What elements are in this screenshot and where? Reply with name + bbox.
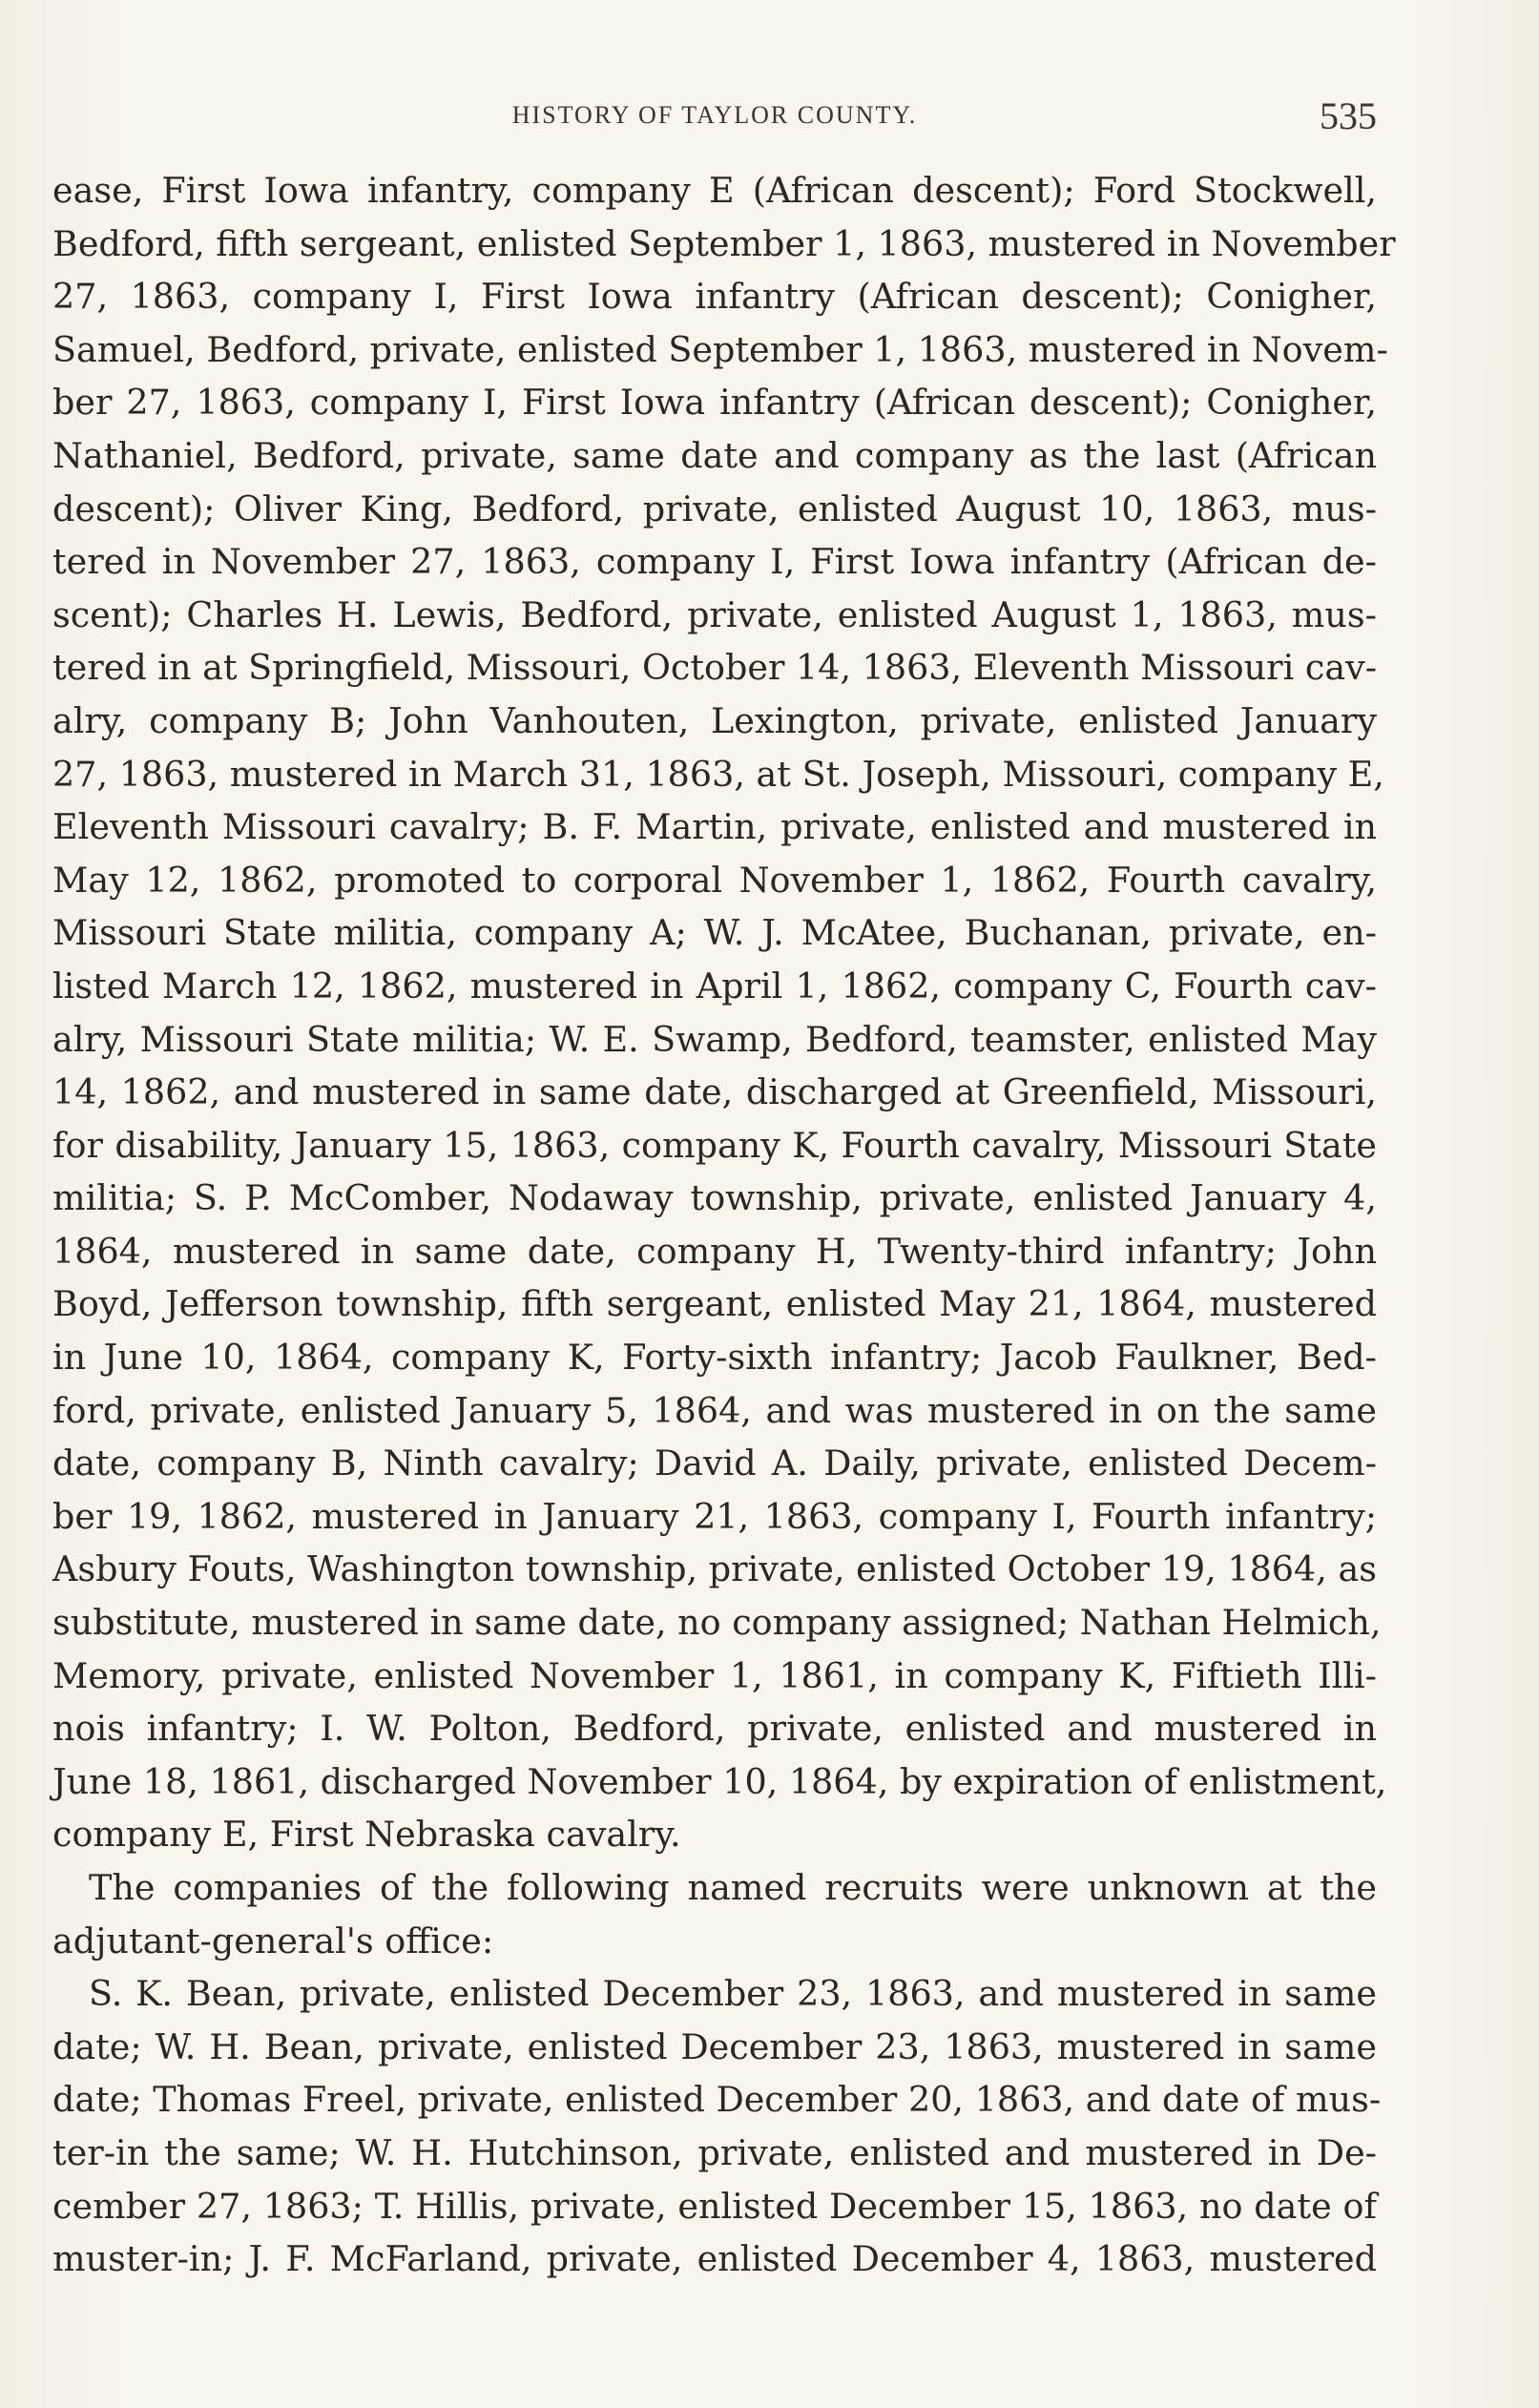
running-head-title: HISTORY OF TAYLOR COUNTY.: [511, 101, 918, 129]
text-line: listed March 12, 1862, mustered in April 1, 1862, company C, Fourth cav-: [52, 965, 1377, 1007]
text-line: 1864, mustered in same date, company H, Twenty-third infantry; John: [52, 1230, 1377, 1272]
text-line: ford, private, enlisted January 5, 1864, and was mustered in on the same: [52, 1389, 1377, 1431]
text-line: ber 19, 1862, mustered in January 21, 1863, company I, Fourth infantry;: [52, 1495, 1377, 1537]
text-line: S. K. Bean, private, enlisted December 23, 1863, and mustered in same: [89, 1973, 1377, 2015]
text-line: ter-in the same; W. H. Hutchinson, private, enlisted and mustered in De-: [52, 2131, 1377, 2173]
text-line: ease, First Iowa infantry, company E (African descent); Ford Stockwell,: [52, 170, 1377, 211]
text-line: May 12, 1862, promoted to corporal November 1, 1862, Fourth cavalry,: [52, 859, 1377, 901]
running-head: [52, 93, 1377, 139]
text-line: cember 27, 1863; T. Hillis, private, enlisted December 15, 1863, no date of: [52, 2185, 1377, 2227]
text-line: tered in November 27, 1863, company I, First Iowa infantry (African de-: [52, 541, 1377, 583]
text-line: Asbury Fouts, Washington township, private, enlisted October 19, 1864, as: [52, 1548, 1377, 1590]
text-line: Bedford, fifth sergeant, enlisted September 1, 1863, mustered in November: [52, 222, 1396, 264]
text-line: The companies of the following named recruits were unknown at the: [89, 1867, 1377, 1908]
text-line: militia; S. P. McComber, Nodaway township, private, enlisted January 4,: [52, 1177, 1377, 1219]
text-line: date, company B, Ninth cavalry; David A. Daily, private, enlisted Decem-: [52, 1443, 1377, 1484]
text-line: tered in at Springfield, Missouri, October 14, 1863, Eleventh Missouri cav-: [52, 647, 1378, 689]
text-line: nois infantry; I. W. Polton, Bedford, private, enlisted and mustered in: [52, 1708, 1377, 1750]
text-line: date; Thomas Freel, private, enlisted December 20, 1863, and date of mus-: [52, 2079, 1382, 2121]
text-line: company E, First Nebraska cavalry.: [52, 1814, 681, 1856]
text-line: Missouri State militia, company A; W. J. McAtee, Buchanan, private, en-: [52, 912, 1377, 954]
text-line: June 18, 1861, discharged November 10, 1864, by expiration of enlistment,: [52, 1760, 1387, 1802]
text-line: Nathaniel, Bedford, private, same date and company as the last (African: [52, 434, 1377, 476]
text-line: 27, 1863, mustered in March 31, 1863, at St. Joseph, Missouri, company E,: [52, 753, 1384, 795]
text-line: alry, company B; John Vanhouten, Lexington, private, enlisted January: [52, 699, 1377, 741]
text-line: muster-in; J. F. McFarland, private, enlisted December 4, 1863, mustered: [52, 2238, 1377, 2280]
text-line: Boyd, Jefferson township, fifth sergeant, enlisted May 21, 1864, mustered: [52, 1283, 1377, 1325]
text-line: for disability, January 15, 1863, company K, Fourth cavalry, Missouri State: [52, 1124, 1377, 1166]
text-line: 14, 1862, and mustered in same date, discharged at Greenfield, Missouri,: [52, 1071, 1377, 1113]
text-line: scent); Charles H. Lewis, Bedford, private, enlisted August 1, 1863, mus-: [52, 593, 1377, 635]
text-line: in June 10, 1864, company K, Forty-sixth infantry; Jacob Faulkner, Bed-: [52, 1337, 1377, 1379]
text-line: adjutant-general's office:: [52, 1920, 494, 1962]
text-line: alry, Missouri State militia; W. E. Swamp, Bedford, teamster, enlisted May: [52, 1018, 1377, 1060]
page-number: 535: [1320, 94, 1377, 137]
text-line: 27, 1863, company I, First Iowa infantry (African descent); Conigher,: [52, 276, 1377, 318]
body-text: [52, 164, 1396, 2286]
text-line: ber 27, 1863, company I, First Iowa infantry (African descent); Conigher,: [52, 382, 1377, 424]
text-line: date; W. H. Bean, private, enlisted December 23, 1863, mustered in same: [52, 2025, 1377, 2067]
text-line: substitute, mustered in same date, no company assigned; Nathan Helmich,: [52, 1602, 1382, 1644]
text-line: descent); Oliver King, Bedford, private, enlisted August 10, 1863, mus-: [52, 488, 1377, 529]
text-line: Samuel, Bedford, private, enlisted September 1, 1863, mustered in Novem-: [52, 328, 1388, 370]
text-line: Eleventh Missouri cavalry; B. F. Martin, private, enlisted and mustered in: [52, 806, 1377, 848]
text-line: Memory, private, enlisted November 1, 1861, in company K, Fiftieth Illi-: [52, 1654, 1377, 1696]
